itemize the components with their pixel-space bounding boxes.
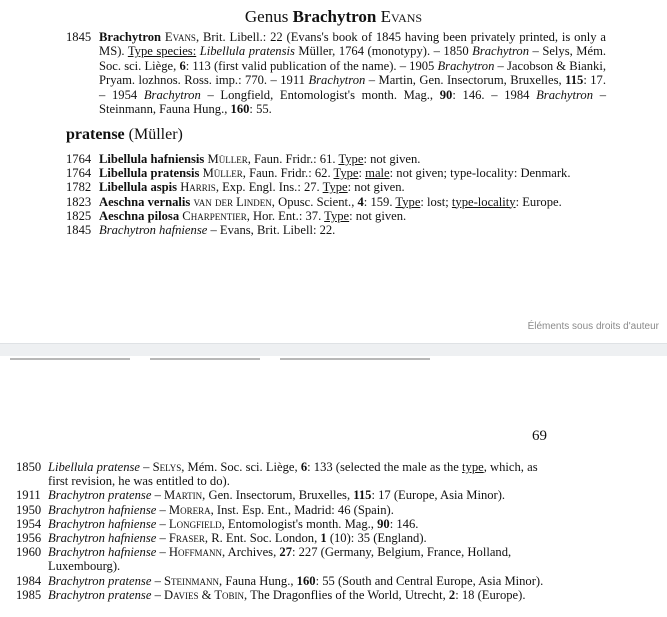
intro-genus6: Brachytron	[536, 87, 594, 102]
reference-year: 1956	[16, 531, 42, 546]
intro-text3: – Selys, Mém. Soc. sci. Liège,	[99, 44, 607, 73]
reference-vol: 160	[296, 573, 316, 588]
synonym-name: Aeschna pilosa	[99, 208, 180, 223]
synonym-name: Aeschna vernalis	[99, 194, 191, 209]
synonym-year: 1825	[66, 208, 92, 223]
reference-year: 1911	[16, 488, 41, 503]
reference-text: , Inst. Esp. Ent., Madrid: 46 (Spain).	[210, 502, 394, 517]
intro-author: Evans	[164, 30, 196, 44]
intro-vol2: 115	[565, 73, 584, 88]
synonym-rest: : not given.	[349, 208, 407, 223]
intro-genus4: Brachytron	[308, 73, 366, 88]
synonym-list	[66, 152, 626, 237]
intro-text	[99, 30, 606, 116]
reference-name: Brachytron pratense	[48, 573, 152, 588]
synonym-row	[66, 152, 626, 166]
reference-text2: (10): 35 (England).	[326, 531, 427, 546]
species-heading	[66, 126, 183, 144]
reference-author: Fraser	[168, 531, 205, 546]
reference-year: 1850	[16, 460, 42, 474]
synonym-year: 1764	[66, 166, 92, 181]
synonym-vol: 4	[357, 194, 364, 209]
reference-text2: : 17 (Europe, Asia Minor).	[371, 488, 506, 503]
intro-text8: – Longfield, Entomologist's month. Mag.,	[200, 87, 440, 102]
synonym-rest: : not given.	[347, 180, 405, 195]
synonym-author: Harris	[180, 180, 216, 195]
page-number: 69	[532, 428, 547, 444]
synonym-author: Müller	[207, 152, 248, 166]
reference-row: 1956 Brachytron hafniense – Fraser, R. Ent. Soc. London, 1 (10): 35 (England).	[16, 531, 427, 546]
reference-vol: 115	[353, 488, 372, 503]
intro-text10: – Steinmann, Fauna Hung.,	[99, 87, 606, 117]
reference-row: 1911 Brachytron pratense – Martin, Gen. Insectorum, Bruxelles, 115: 17 (Europe, Asia Minor).	[16, 488, 506, 503]
intro-text5: – Jacobson & Bianki, Pryam. lozhnos. Ross. imp.: 770. – 1911	[99, 58, 606, 88]
reference-row: 1850 Libellula pratense – Selys, Mém. Soc. sci. Liège, 6: 133 (selected the male as the type, which, as first revision, he was entitled to do).	[16, 460, 538, 489]
synonym-row	[66, 180, 626, 194]
synonym-name: Libellula hafniensis	[99, 152, 205, 166]
intro-vol4: 160	[230, 102, 250, 117]
type-label: Type	[324, 208, 350, 223]
synonym-name: Libellula aspis	[99, 180, 178, 195]
reference-author: Longfield	[168, 516, 222, 531]
reference-year: 1950	[16, 502, 42, 517]
heading-author: Evans	[380, 7, 423, 26]
synonym-year: 1764	[66, 152, 92, 166]
previous-page-remnant	[0, 356, 667, 362]
genus-heading	[0, 7, 667, 27]
reference-text2: : 146.	[389, 516, 419, 531]
synonym-ref: , Faun. Fridr.: 62.	[242, 166, 334, 181]
synonym-ref: , Faun. Fridr.: 61.	[247, 152, 339, 166]
reference-author: Morera	[168, 502, 211, 517]
type-locality-label: type-locality	[451, 194, 516, 209]
reference-row: 1960 Brachytron hafniense – Hoffmann, Archives, 27: 227 (Germany, Belgium, France, Holland, Luxembourg).	[16, 545, 512, 574]
reference-name: Brachytron hafniense	[48, 502, 157, 517]
synonym-author: Charpentier	[182, 208, 247, 223]
reference-name: Libellula pratense	[48, 460, 140, 474]
reference-author: Davies & Tobin	[164, 587, 245, 602]
intro-year: 1845	[66, 30, 92, 44]
intro-text4: : 113 (first valid publication of the name). – 1905	[185, 58, 438, 73]
synonym-row	[66, 209, 626, 223]
reference-text3: , which, as first revision, he was entitled to do).	[48, 460, 538, 489]
synonym-author: Müller	[202, 166, 243, 181]
type-label: Type	[395, 194, 421, 209]
reference-name: Brachytron pratense	[48, 587, 152, 602]
reference-year: 1984	[16, 573, 42, 588]
reference-text: , The Dragonflies of the World, Utrecht,	[244, 587, 449, 602]
type-label: Type	[322, 180, 348, 195]
synonym-row	[66, 166, 626, 180]
intro-vol1: 6	[179, 58, 186, 73]
reference-author: Selys	[152, 460, 182, 474]
type-species-label: Type species:	[127, 44, 197, 59]
reference-text2: : 227 (Germany, Belgium, France, Holland, Luxembourg).	[48, 545, 512, 574]
reference-vol: 6	[300, 460, 308, 474]
synonym-row	[66, 195, 626, 209]
synonym-mid: :	[358, 166, 366, 181]
synonym-ref: , Exp. Engl. Ins.: 27.	[215, 180, 323, 195]
synonym-year: 1823	[66, 194, 92, 209]
reference-author: Martin	[164, 488, 203, 503]
reference-name: Brachytron hafniense	[48, 516, 157, 531]
synonym-ref2: : 159.	[363, 194, 396, 209]
reference-author: Hoffmann	[168, 545, 223, 560]
synonym-mid: : lost;	[420, 194, 452, 209]
reference-text: , Archives,	[222, 545, 280, 560]
reference-vol: 1	[320, 531, 327, 546]
intro-text1: , Brit. Libell.: 22 (Evans's book of 1845 having been privately printed, is only a MS).	[99, 30, 606, 59]
synonym-year: 1845	[66, 222, 92, 237]
synonym-year: 1782	[66, 180, 92, 195]
intro-text7: : 17. – 1954	[99, 73, 607, 102]
species-author: (Müller)	[128, 126, 183, 143]
reference-name: Brachytron hafniense	[48, 531, 157, 546]
reference-text: , Gen. Insectorum, Bruxelles,	[202, 488, 354, 503]
type-label: Type	[333, 166, 359, 181]
reference-year: 1954	[16, 516, 42, 531]
reference-list	[16, 460, 556, 602]
reference-author: Steinmann	[164, 573, 220, 588]
reference-text2: : 133 (selected the male as the	[307, 460, 463, 474]
intro-vol3: 90	[439, 87, 453, 102]
reference-text: , R. Ent. Soc. London,	[204, 531, 321, 546]
synonym-rest: – Evans, Brit. Libell: 22.	[207, 222, 336, 237]
intro-text9: : 146. – 1984	[452, 87, 537, 102]
reference-row: 1985 Brachytron pratense – Davies & Tobin, The Dragonflies of the World, Utrecht, 2: 18 (Europe).	[16, 587, 526, 602]
reference-name: Brachytron pratense	[48, 488, 152, 503]
synonym-rest: : not given; type-locality: Denmark.	[389, 166, 571, 181]
page-separator	[0, 343, 667, 357]
reference-vol: 2	[448, 587, 456, 602]
species-name: pratense	[66, 126, 125, 143]
heading-genus: Brachytron	[292, 7, 377, 26]
reference-year: 1960	[16, 545, 42, 560]
intro-genus3: Brachytron	[437, 58, 495, 73]
reference-text: , Mém. Soc. sci. Liège,	[181, 460, 301, 474]
type-species-name: Libellula pratensis	[199, 44, 295, 59]
page-lower	[0, 356, 667, 617]
reference-row: 1984 Brachytron pratense – Steinmann, Fauna Hung., 160: 55 (South and Central Europe, Asia Minor).	[16, 573, 544, 588]
heading-prefix: Genus	[244, 7, 289, 26]
synonym-author: van der Linden	[193, 194, 272, 209]
reference-year: 1985	[16, 587, 42, 602]
intro-text2: Müller, 1764 (monotypy). – 1850	[294, 44, 473, 59]
intro-text6: – Martin, Gen. Insectorum, Bruxelles,	[365, 73, 566, 88]
synonym-rest: : not given.	[363, 152, 421, 166]
intro-text11: : 55.	[249, 102, 272, 117]
synonym-name: Libellula pratensis	[99, 166, 200, 181]
male-label: male	[365, 166, 390, 181]
copyright-watermark: Éléments sous droits d'auteur	[527, 321, 659, 332]
reference-text2: : 18 (Europe).	[455, 587, 526, 602]
reference-text: , Entomologist's month. Mag.,	[221, 516, 378, 531]
synonym-row	[66, 223, 626, 237]
intro-genus5: Brachytron	[143, 87, 201, 102]
reference-vol: 90	[377, 516, 390, 531]
reference-row: 1950 Brachytron hafniense – Morera, Inst. Esp. Ent., Madrid: 46 (Spain).	[16, 502, 394, 517]
synonym-name: Brachytron hafniense	[99, 222, 208, 237]
reference-row: 1954 Brachytron hafniense – Longfield, Entomologist's month. Mag., 90: 146.	[16, 516, 419, 531]
intro-genus2: Brachytron	[472, 44, 530, 59]
synonym-ref: , Opusc. Scient.,	[271, 194, 358, 209]
reference-text2: : 55 (South and Central Europe, Asia Minor).	[315, 573, 544, 588]
genus-description	[66, 30, 606, 116]
type-label: Type	[338, 152, 364, 166]
type-word: type	[462, 460, 484, 474]
synonym-rest: : Europe.	[515, 194, 562, 209]
intro-genus: Brachytron	[99, 30, 162, 44]
reference-text: , Fauna Hung.,	[219, 573, 297, 588]
synonym-ref: , Hor. Ent.: 37.	[246, 208, 325, 223]
reference-name: Brachytron hafniense	[48, 545, 157, 560]
reference-vol: 27	[279, 545, 292, 560]
